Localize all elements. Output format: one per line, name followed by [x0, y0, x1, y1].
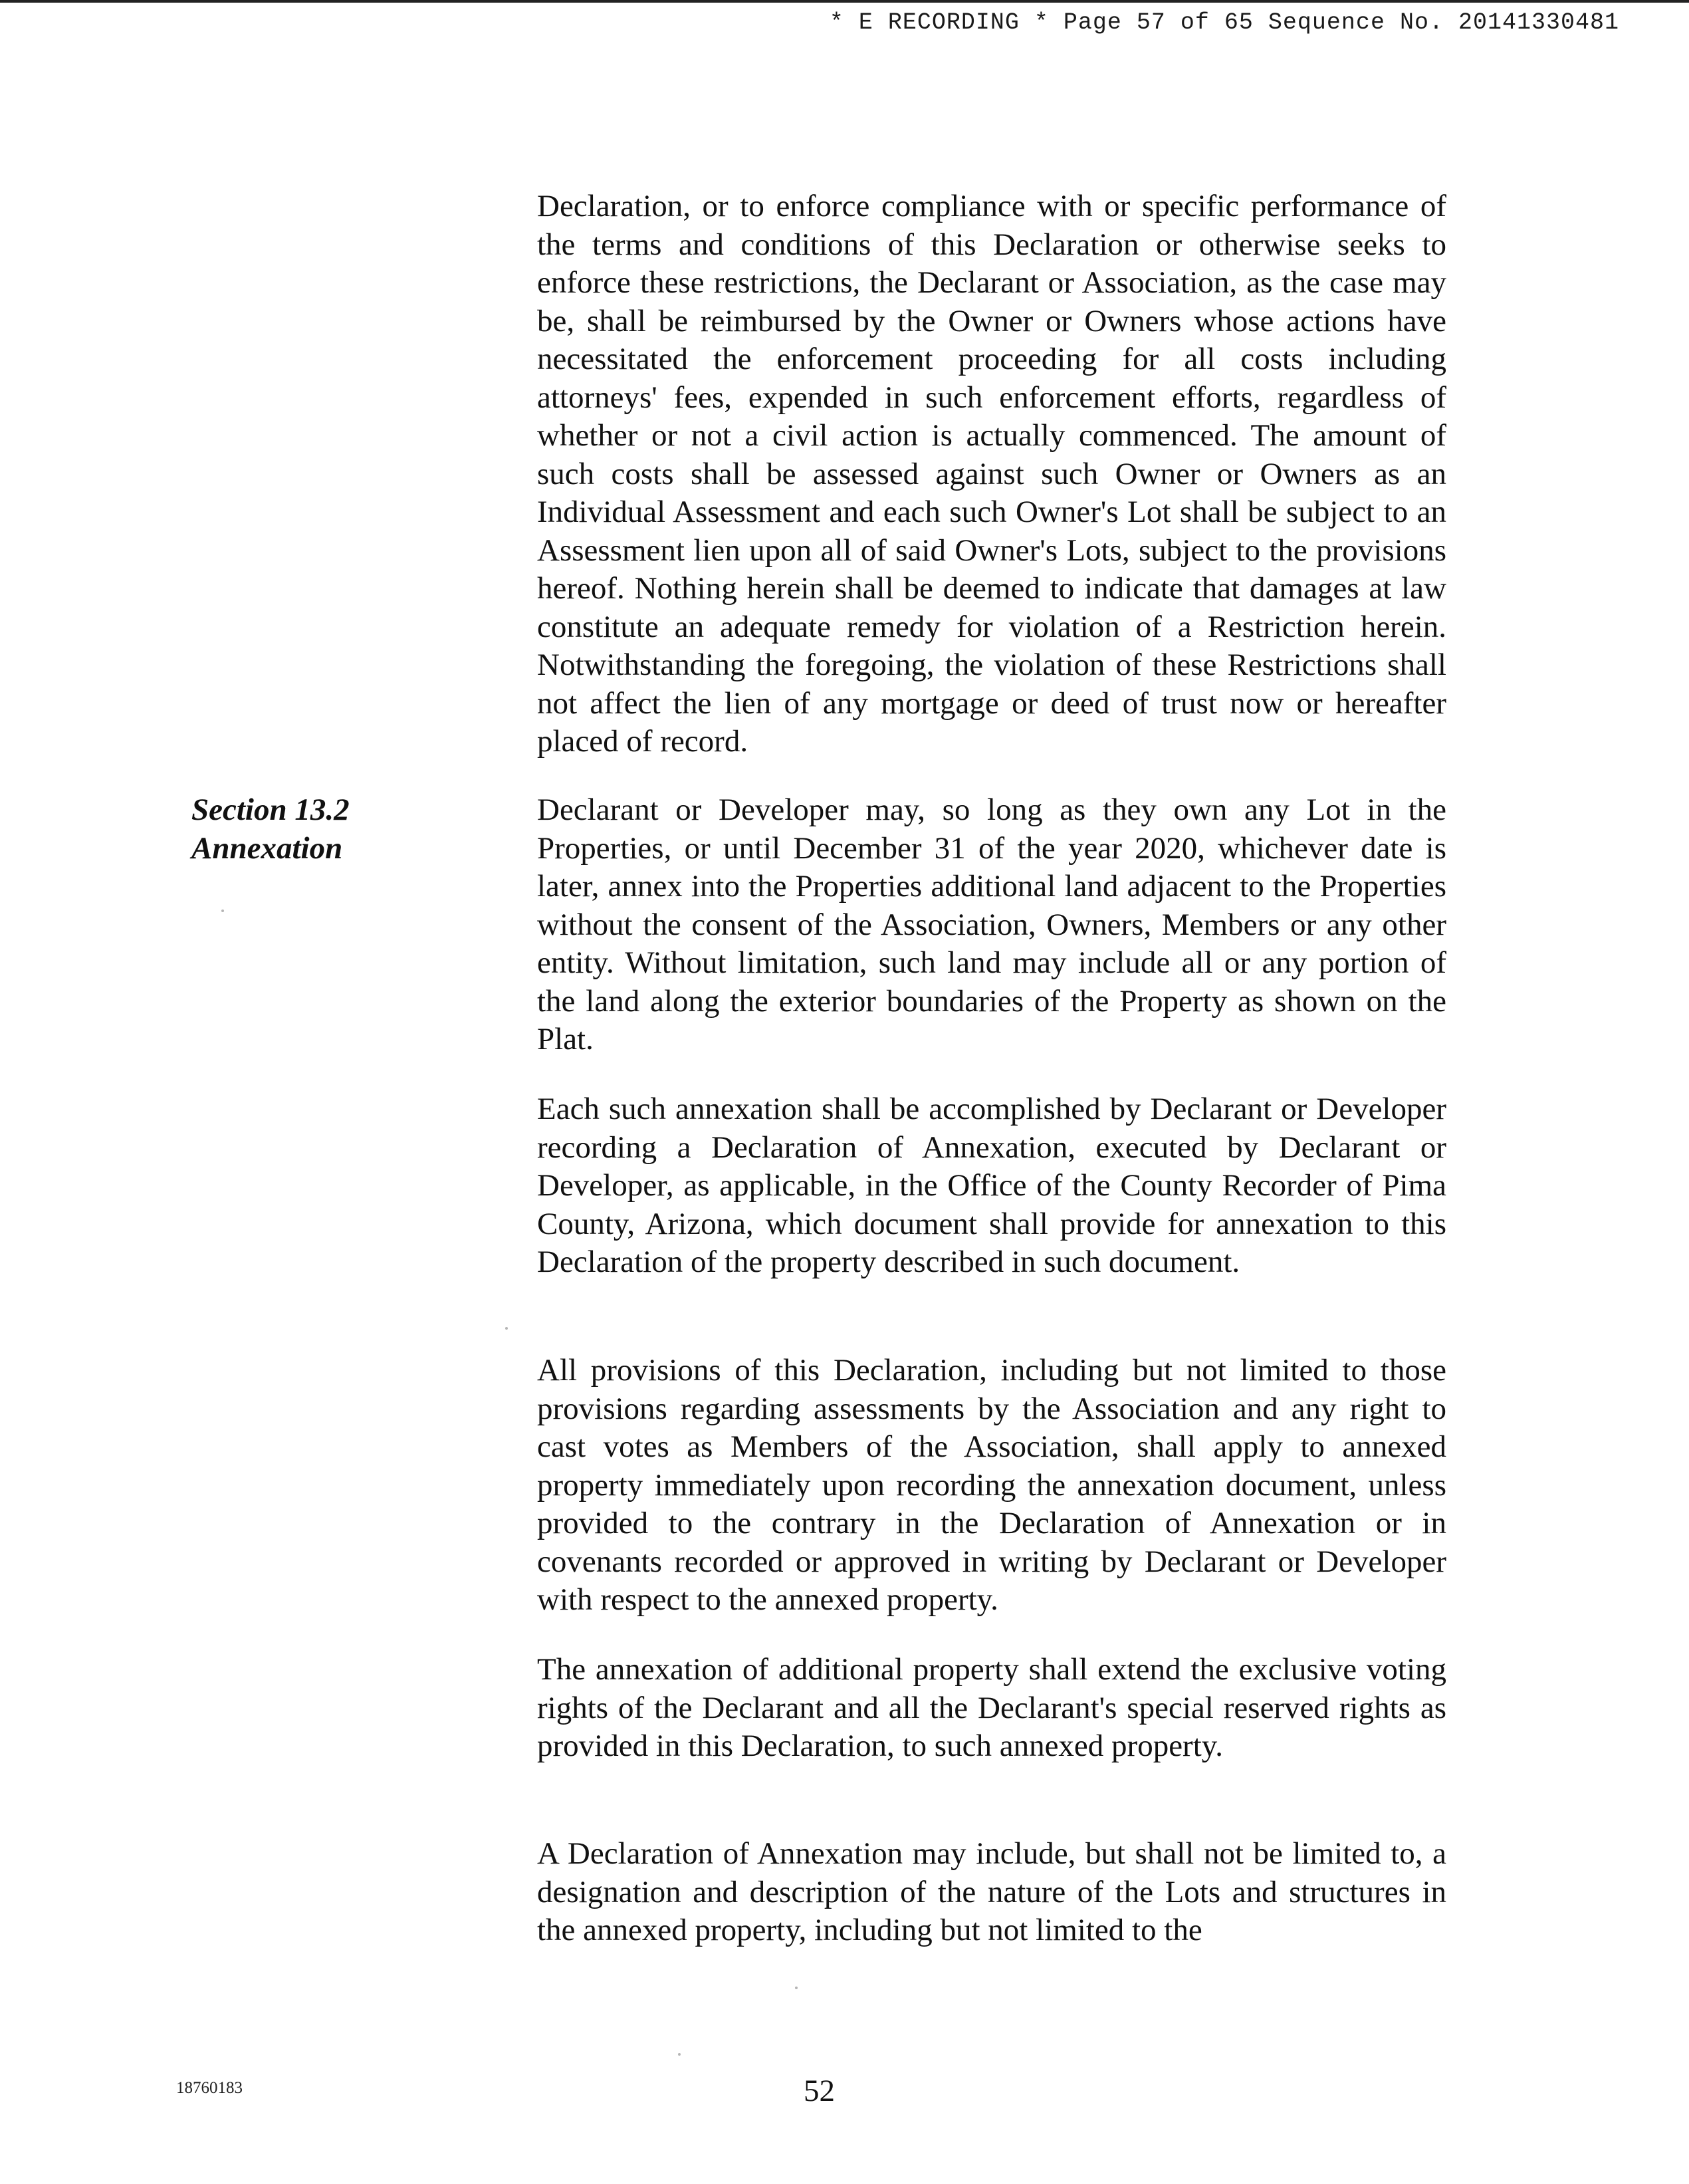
paragraph-text: All provisions of this Declaration, including but not limited to those provisions regarding assessments by the Association and any right to cast votes as Members of the Association, shall apply to annexed property immediately upon recording the annexation document, unless provided to the contrary in the Declaration of Annexation or in covenants recorded or approved in writing by Declarant or Developer with respect to the annexed property. [537, 1353, 1446, 1617]
section-title: Annexation [191, 830, 343, 866]
page-number: 52 [804, 2074, 835, 2108]
scan-speck [505, 1327, 508, 1330]
paragraph-voting-rights [537, 1651, 1446, 1766]
paragraph-annexation-provisions [537, 1352, 1446, 1620]
paragraph-annexation-recording [537, 1090, 1446, 1282]
paragraph-text: Each such annexation shall be accomplished by Declarant or Developer recording a Declaration of Annexation, executed by Declarant or Developer, as applicable, in the Office of the County Recorder of Pima County, Arizona, which document shall provide for annexation to this Declaration of the property described in such document. [537, 1092, 1446, 1279]
paragraph-declaration-contents [537, 1835, 1446, 1950]
section-number: Section 13.2 [191, 792, 350, 827]
paragraph-annexation-right [537, 791, 1446, 1059]
paragraph-text: A Declaration of Annexation may include, but shall not be limited to, a designation and description of the nature of the Lots and structures in the annexed property, including but not limited to the [537, 1836, 1446, 1947]
top-border-rule [0, 0, 1689, 3]
paragraph-enforcement-costs [537, 187, 1446, 761]
section-heading [191, 791, 350, 868]
paragraph-text: The annexation of additional property shall extend the exclusive voting rights of the Declarant and all the Declarant's special reserved rights as provided in this Declaration, to such annexed property. [537, 1652, 1446, 1763]
scan-speck [795, 1987, 798, 1989]
scan-speck [221, 910, 224, 912]
paragraph-text: Declaration, or to enforce compliance with or specific performance of the terms and conditions of this Declaration or otherwise seeks to enforce these restrictions, the Declarant or Association, as the case may be, shall be reimbursed by the Owner or Owners whose actions have necessitated the enforcement proceeding for all costs including attorneys' fees, expended in such enforcement efforts, regardless of whether or not a civil action is actually commenced. The amount of such costs shall be assessed against such Owner or Owners as an Individual Assessment and each such Owner's Lot shall be subject to an Assessment lien upon all of said Owner's Lots, subject to the provisions hereof. Nothing herein shall be deemed to indicate that damages at law constitute an adequate remedy for violation of a Restriction herein. Notwithstanding the foregoing, the violation of these Restrictions shall not affect the lien of any mortgage or deed of trust now or hereafter placed of record. [537, 189, 1446, 759]
paragraph-text: Declarant or Developer may, so long as they own any Lot in the Properties, or until December 31 of the year 2020, whichever date is later, annex into the Properties additional land adjacent to the Properties without the consent of the Association, Owners, Members or any other entity. Without limitation, such land may include all or any portion of the land along the exterior boundaries of the Property as shown on the Plat. [537, 792, 1446, 1056]
scan-speck [678, 2053, 681, 2056]
document-number: 18760183 [176, 2079, 243, 2097]
recording-header: * E RECORDING * Page 57 of 65 Sequence No. 20141330481 [829, 9, 1619, 36]
